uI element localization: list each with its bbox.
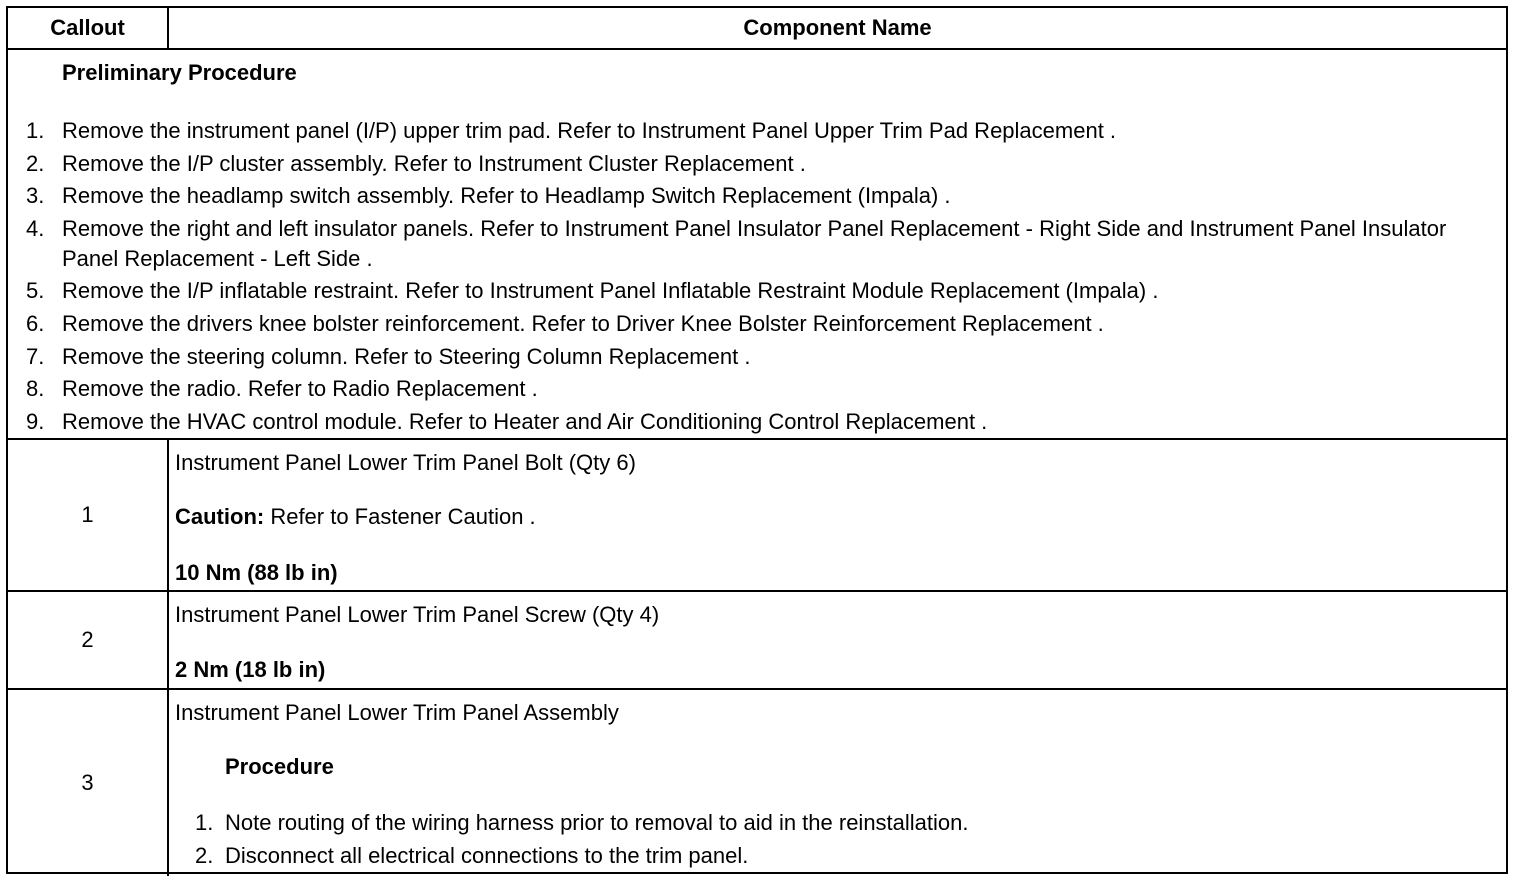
step-text: Remove the headlamp switch assembly. Refer to Headlamp Switch Replacement (Impala) .: [62, 183, 951, 209]
callout-number: 3: [8, 690, 169, 876]
component-cell: [175, 690, 1506, 876]
callout-number: 1: [8, 440, 169, 590]
step-number: 3.: [26, 183, 45, 209]
step-text: Disconnect all electrical connections to the trim panel.: [225, 843, 749, 868]
caution-text: Refer to Fastener Caution .: [264, 504, 536, 529]
step-text: Remove the right and left insulator panels. Refer to Instrument Panel Insulator Panel Replacement - Right Side and Instrument Panel Insulator Panel Replacement - Left Side .: [62, 215, 1447, 271]
preliminary-procedure-title: Preliminary Procedure: [62, 60, 297, 85]
list-item: [8, 181, 1506, 211]
step-number: 5.: [26, 278, 45, 304]
table-row: [8, 440, 1506, 592]
component-name: Instrument Panel Lower Trim Panel Bolt (Qty 6): [175, 450, 636, 475]
list-item: [8, 374, 1506, 404]
list-item: [8, 214, 1506, 274]
component-name: Instrument Panel Lower Trim Panel Assembly: [175, 700, 619, 725]
procedure-table: [6, 6, 1508, 874]
step-text: Remove the instrument panel (I/P) upper trim pad. Refer to Instrument Panel Upper Trim Pad Replacement .: [62, 118, 1117, 143]
table-row: [8, 690, 1506, 876]
step-text: Remove the I/P cluster assembly. Refer to Instrument Cluster Replacement .: [62, 150, 806, 176]
list-item: [8, 276, 1506, 306]
torque-spec: 10 Nm (88 lb in): [175, 560, 338, 585]
component-name-header: Component Name: [743, 15, 932, 40]
component-cell: [175, 440, 1506, 590]
step-text: Remove the drivers knee bolster reinforcement. Refer to Driver Knee Bolster Reinforcement Replacement .: [62, 310, 1104, 336]
table-header: [8, 8, 1506, 50]
step-text: Note routing of the wiring harness prior to removal to aid in the reinstallation.: [225, 810, 969, 835]
preliminary-steps-list: [8, 116, 1506, 439]
list-item: [8, 342, 1506, 372]
step-number: 8.: [26, 376, 45, 402]
step-number: 9.: [26, 408, 45, 434]
step-number: 2.: [26, 150, 45, 176]
step-text: Remove the radio. Refer to Radio Replacement .: [62, 376, 538, 402]
step-number: 6.: [26, 310, 45, 336]
step-number: 1.: [195, 810, 214, 835]
caution-note: [175, 504, 536, 530]
component-cell: [175, 592, 1506, 688]
torque-spec: 2 Nm (18 lb in): [175, 657, 326, 682]
step-number: 1.: [26, 118, 45, 143]
list-item: [8, 309, 1506, 339]
table-row: [8, 592, 1506, 690]
list-item: [195, 810, 969, 836]
callout-header: Callout: [8, 8, 169, 48]
preliminary-procedure-section: [8, 50, 1506, 440]
step-text: Remove the steering column. Refer to Steering Column Replacement .: [62, 343, 751, 369]
list-item: [8, 407, 1506, 437]
list-item: [195, 843, 748, 869]
step-text: Remove the HVAC control module. Refer to Heater and Air Conditioning Control Replacement .: [62, 408, 988, 434]
list-item: [8, 149, 1506, 179]
component-name: Instrument Panel Lower Trim Panel Screw (Qty 4): [175, 602, 660, 627]
step-number: 4.: [26, 215, 45, 241]
step-text: Remove the I/P inflatable restraint. Refer to Instrument Panel Inflatable Restraint Module Replacement (Impala) .: [62, 278, 1159, 304]
procedure-title: Procedure: [225, 754, 334, 779]
step-number: 7.: [26, 343, 45, 369]
caution-label: Caution:: [175, 504, 265, 529]
step-number: 2.: [195, 843, 214, 868]
callout-number: 2: [8, 592, 169, 688]
list-item: [8, 116, 1506, 146]
